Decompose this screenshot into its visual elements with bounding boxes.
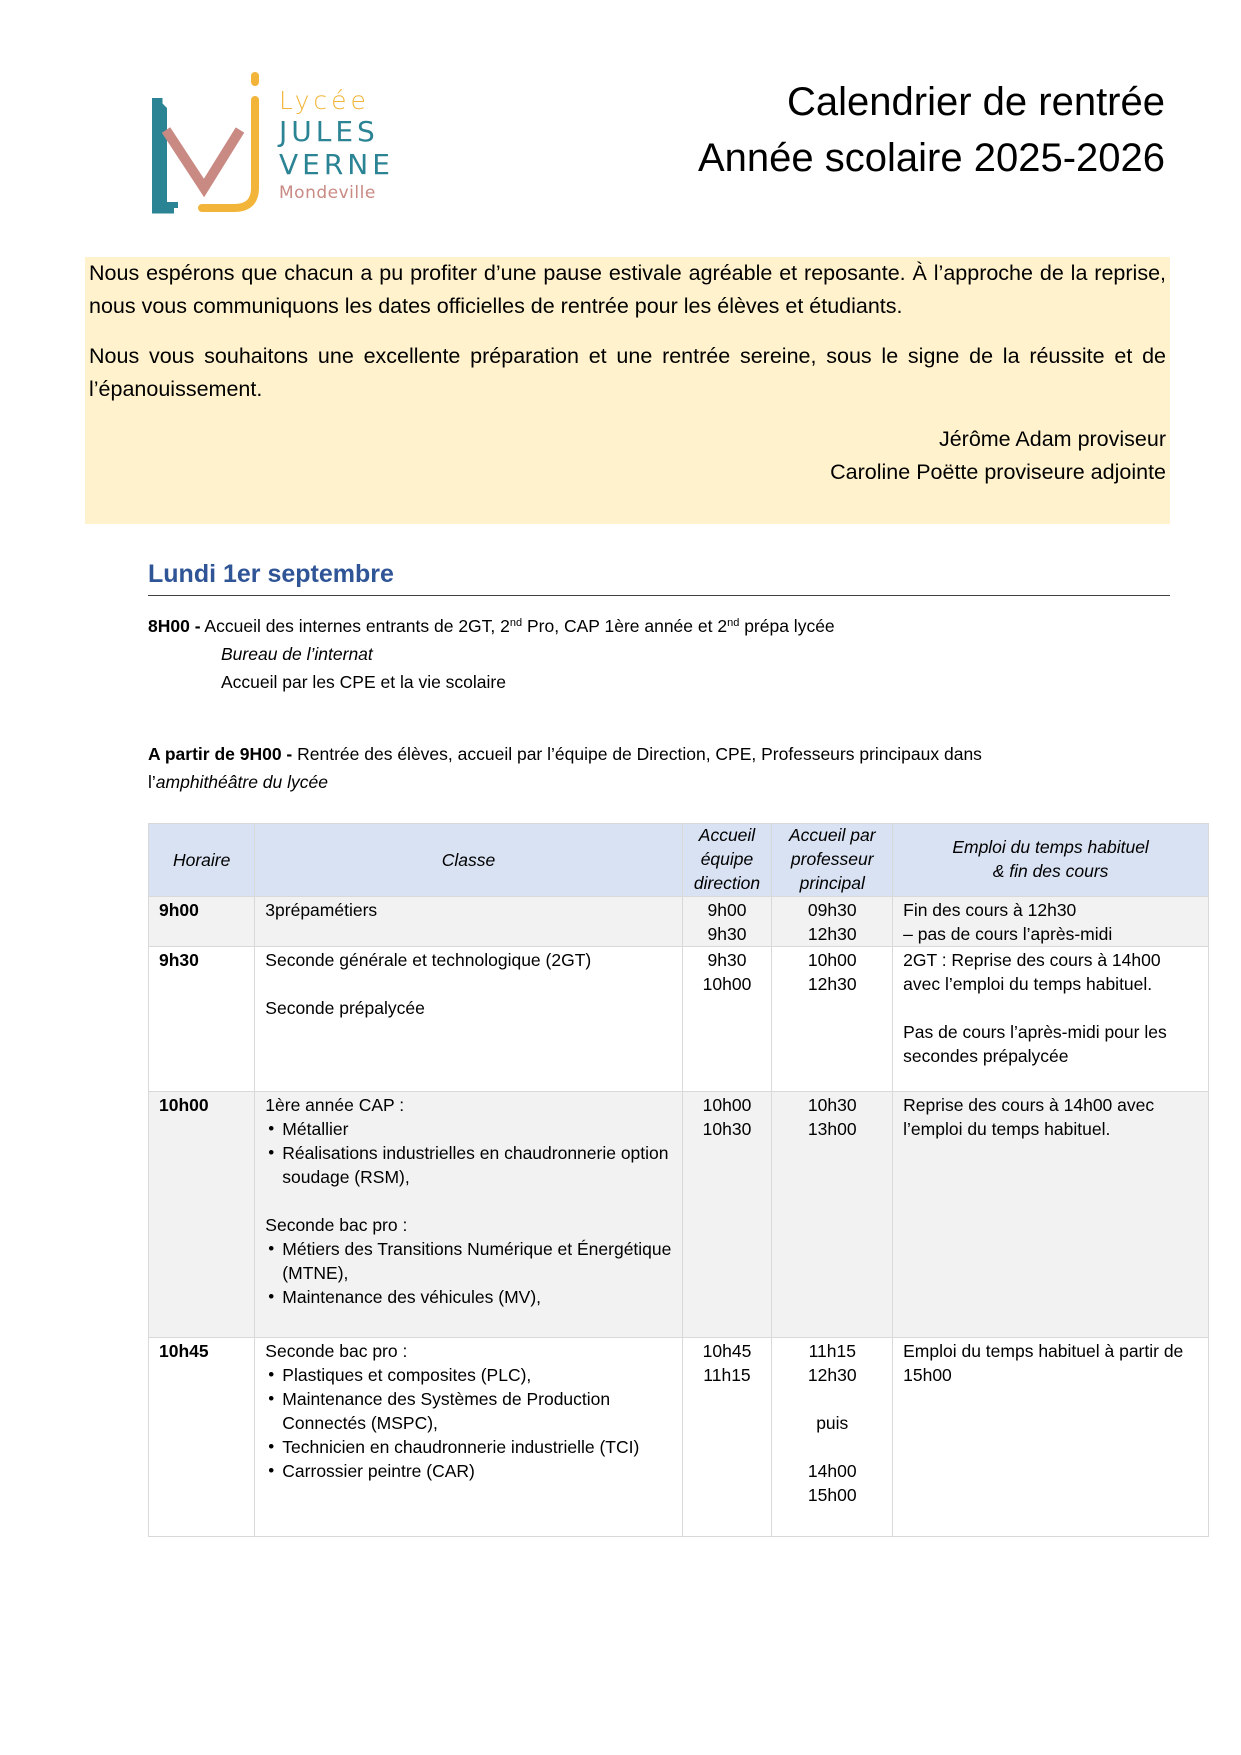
event-boarders-text-a: Accueil des internes entrants de 2GT, 2: [200, 616, 510, 636]
class-group-title: 1ère année CAP :: [265, 1095, 405, 1115]
class-group-title: Seconde bac pro :: [265, 1215, 408, 1235]
title-line-1: Calendrier de rentrée: [787, 80, 1165, 124]
then-label: puis: [816, 1413, 849, 1433]
event-boarders-detail: Accueil par les CPE et la vie scolaire: [221, 672, 506, 692]
time-value: 9h30: [707, 924, 747, 944]
time-value: 11h15: [703, 1365, 751, 1385]
time-value: 11h15: [808, 1341, 856, 1361]
title-line-2: Année scolaire 2025-2026: [697, 136, 1165, 180]
cell-professeur: [772, 947, 893, 1092]
class-list-item: • Technicien en chaudronnerie industrielle (TCI): [265, 1435, 671, 1459]
emploi-paragraph: Pas de cours l’après-midi pour les secondes prépalycée: [903, 1022, 1167, 1066]
logo-text-verne: VERNE: [279, 148, 394, 181]
cell-emploi: Reprise des cours à 14h00 avec l’emploi du temps habituel.: [893, 1092, 1209, 1338]
cell-emploi: [893, 897, 1209, 947]
time-value: 10h00: [807, 950, 857, 970]
cell-classe: [255, 947, 682, 1092]
intro-paragraph-2: Nous vous souhaitons une excellente préparation et une rentrée sereine, sous le signe de la réussite et de l’épanouissement.: [89, 344, 1166, 401]
superscript-nd-1: nd: [509, 617, 523, 629]
event-boarders-line: [148, 612, 1188, 640]
table-row: [149, 1092, 1209, 1338]
header-professeur: [772, 824, 893, 897]
event-students-line: [148, 740, 1188, 768]
cell-direction: [682, 1338, 772, 1537]
event-boarders-text-b: Pro, CAP 1ère année et 2: [522, 616, 728, 636]
event-boarders-location: [148, 640, 1188, 668]
class-list-item: • Plastiques et composites (PLC),: [265, 1363, 671, 1387]
class-name: Seconde générale et technologique (2GT): [265, 950, 592, 970]
logo-monogram-icon: [152, 70, 277, 215]
cell-horaire: 9h00: [149, 897, 255, 947]
cell-emploi: [893, 947, 1209, 1092]
school-logo: [152, 70, 402, 215]
event-students-location: [148, 768, 1188, 796]
cell-direction: [682, 947, 772, 1092]
schedule-table: [148, 823, 1209, 1537]
class-list-item: • Carrossier peintre (CAR): [265, 1459, 671, 1483]
events-section: [148, 612, 1188, 796]
emploi-line: Fin des cours à 12h30: [903, 900, 1077, 920]
time-value: 14h00: [807, 1461, 857, 1481]
table-row: [149, 947, 1209, 1092]
class-list: [265, 1117, 671, 1189]
time-value: 15h00: [807, 1485, 857, 1505]
class-list-item: • Maintenance des véhicules (MV),: [265, 1285, 671, 1309]
cell-emploi: Emploi du temps habituel à partir de 15h00: [893, 1338, 1209, 1537]
event-students-location-text: amphithéâtre du lycée: [155, 772, 328, 792]
time-value: 12h30: [807, 1365, 857, 1385]
header-professeur-line: professeur: [790, 849, 874, 869]
event-students-text: Rentrée des élèves, accueil par l’équipe de Direction, CPE, Professeurs principaux dans: [292, 744, 982, 764]
emploi-paragraph: 2GT : Reprise des cours à 14h00 avec l’emploi du temps habituel.: [903, 950, 1161, 994]
class-list-item: • Réalisations industrielles en chaudronnerie option soudage (RSM),: [265, 1141, 671, 1189]
time-value: 10h00: [702, 974, 752, 994]
superscript-nd-2: nd: [727, 617, 740, 629]
time-value: 10h30: [807, 1095, 857, 1115]
logo-text-city: Mondeville: [279, 183, 376, 203]
header-professeur-line: principal: [799, 873, 865, 893]
cell-professeur: [772, 897, 893, 947]
time-value: 9h30: [707, 950, 747, 970]
cell-horaire: 10h45: [149, 1338, 255, 1537]
logo-text-lycee: Lycée: [279, 86, 370, 115]
event-boarders-time: 8H00 -: [148, 616, 201, 636]
header-direction-line: équipe: [700, 849, 754, 869]
class-group-title: Seconde bac pro :: [265, 1341, 408, 1361]
time-value: 12h30: [807, 974, 857, 994]
cell-horaire: 10h00: [149, 1092, 255, 1338]
header-professeur-line: Accueil par: [788, 825, 876, 845]
header-horaire: Horaire: [149, 824, 255, 897]
table-row: [149, 1338, 1209, 1537]
header-classe: Classe: [255, 824, 682, 897]
time-value: 10h30: [702, 1119, 752, 1139]
header-direction: [682, 824, 772, 897]
day-heading: Lundi 1er septembre: [148, 560, 1170, 596]
time-value: 12h30: [807, 924, 857, 944]
class-list: [265, 1363, 671, 1483]
logo-text-jules: JULES: [279, 115, 379, 148]
time-value: 9h00: [707, 900, 747, 920]
class-list-item: • Métallier: [265, 1117, 671, 1141]
time-value: 10h45: [702, 1341, 752, 1361]
cell-professeur: [772, 1092, 893, 1338]
cell-classe: 3prépamétiers: [255, 897, 682, 947]
header-direction-line: Accueil: [698, 825, 756, 845]
table-header-row: [149, 824, 1209, 897]
event-boarders-text-c: prépa lycée: [739, 616, 835, 636]
intro-message-box: [85, 257, 1170, 524]
time-value: 13h00: [807, 1119, 857, 1139]
class-name: Seconde prépalycée: [265, 998, 425, 1018]
intro-paragraph-1: Nous espérons que chacun a pu profiter d’une pause estivale agréable et reposante. À l’approche de la reprise, nous vous communiquons les dates officielles de rentrée pour les élèves et étudiants.: [89, 261, 1166, 318]
signature-principal: Jérôme Adam proviseur: [938, 427, 1166, 451]
time-value: 09h30: [807, 900, 857, 920]
cell-classe: [255, 1092, 682, 1338]
emploi-line: – pas de cours l’après-midi: [903, 924, 1113, 944]
cell-horaire: 9h30: [149, 947, 255, 1092]
header-emploi: [893, 824, 1209, 897]
event-students-time: A partir de 9H00 -: [148, 744, 293, 764]
signatures: [89, 423, 1166, 489]
header-direction-line: direction: [693, 873, 761, 893]
class-list-item: • Métiers des Transitions Numérique et Énergétique (MTNE),: [265, 1237, 671, 1285]
table-row: [149, 897, 1209, 947]
document-title: [698, 74, 1165, 186]
header-emploi-line: Emploi du temps habituel: [952, 837, 1149, 857]
event-students-location-prefix: l’: [148, 772, 156, 792]
cell-professeur: [772, 1338, 893, 1537]
class-list: [265, 1237, 671, 1309]
cell-direction: [682, 897, 772, 947]
cell-classe: [255, 1338, 682, 1537]
event-boarders-location-text: Bureau de l’internat: [221, 644, 373, 664]
class-list-item: • Maintenance des Systèmes de Production Connectés (MSPC),: [265, 1387, 671, 1435]
cell-direction: [682, 1092, 772, 1338]
signature-deputy: Caroline Poëtte proviseure adjointe: [830, 460, 1166, 484]
time-value: 10h00: [702, 1095, 752, 1115]
header-emploi-line: & fin des cours: [992, 861, 1109, 881]
